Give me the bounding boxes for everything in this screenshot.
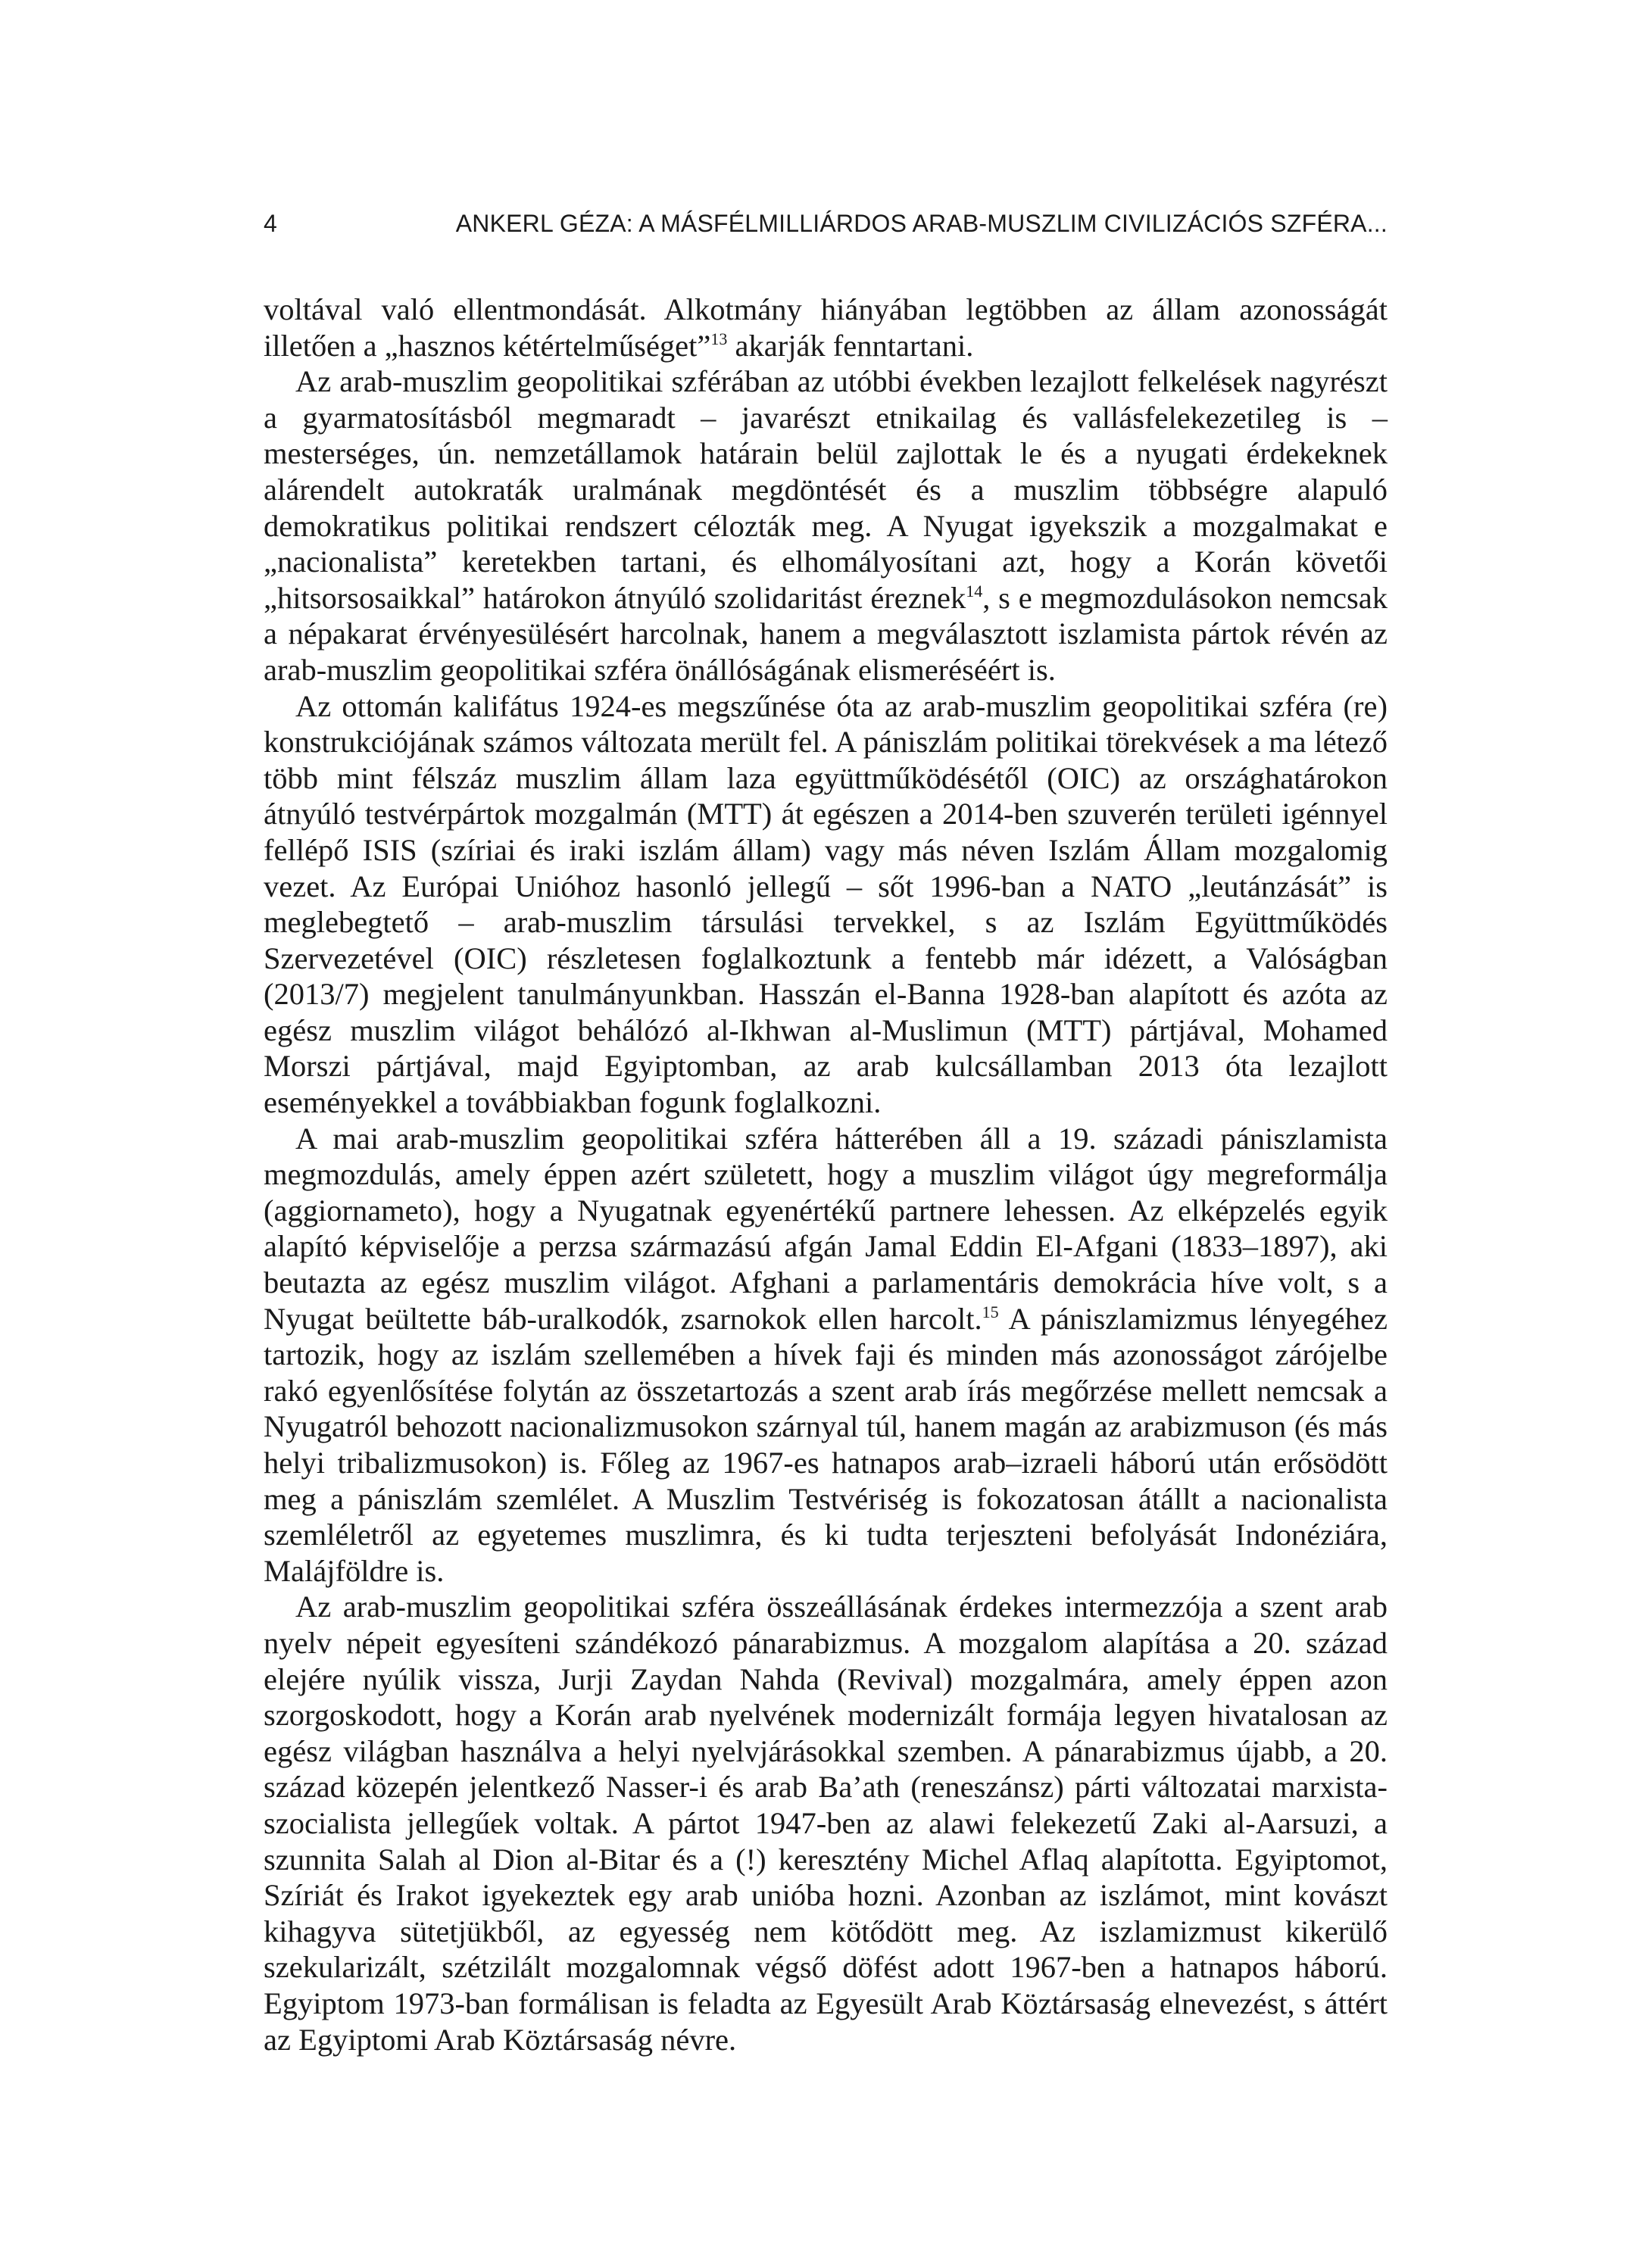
paragraph-1 — [264, 292, 1388, 363]
paragraph-4-text-b: A pániszlamizmus lényegéhez tartozik, hogy az iszlám szellemében a hívek faji és minden más azonosságot zárójelbe rakó egyenlősítése folytán az összetartozás a szent arab írás megőrzése mellett nemcsak a Nyugatról behozott nacionalizmusokon szárnyal túl, hanem magán az arabizmuson (és más helyi tribalizmusokon) is. Főleg az 1967-es hatnapos arab–izraeli háború után erősödött meg a pániszlám szemlélet. A Muszlim Testvériség is fokozatosan átállt a nacionalista szemléletről az egyetemes muszlimra, és ki tudta terjeszteni befolyását Indonéziára, Malájföldre is. — [264, 1301, 1388, 1588]
footnote-ref-15: 15 — [982, 1302, 999, 1321]
running-header — [264, 204, 1388, 242]
paragraph-4 — [264, 1121, 1388, 1589]
running-title: ANKERL GÉZA: A MÁSFÉLMILLIÁRDOS ARAB-MUSZLIM CIVILIZÁCIÓS SZFÉRA... — [455, 210, 1388, 237]
paragraph-1-text-a: voltával való ellentmondását. Alkotmány hiányában legtöbben az állam azonosságát illetően a „hasznos kétértelműséget” — [264, 292, 1388, 363]
paragraph-1-text-b: akarják fenntartani. — [727, 328, 974, 363]
footnote-ref-13: 13 — [710, 329, 728, 348]
paragraph-2-text-a: Az arab-muszlim geopolitikai szférában az utóbbi években lezajlott felkelések nagyrészt a gyarmatosításból megmaradt – javarészt etnikailag és vallásfelekezetileg is – mesterséges, ún. nemzetállamok határain belül zajlottak le és a nyugati érdekeknek alárendelt autokraták uralmának megdöntését és a muszlim többségre alapuló demokratikus politikai rendszert célozták meg. A Nyugat igyekszik a mozgalmakat e „nacionalista” keretekben tartani, és elhomályosítani azt, hogy a Korán követői „hitsorsosaikkal” határokon átnyúló szolidaritást éreznek — [264, 364, 1388, 615]
page-number: 4 — [264, 210, 277, 237]
paragraph-2-text-b: , s e megmozdulásokon nemcsak a népakarat érvényesülésért harcolnak, hanem a megválasztott iszlamista pártok révén az arab-muszlim geopolitikai szféra önállóságának elismeréséért is. — [264, 580, 1388, 687]
paragraph-2 — [264, 363, 1388, 688]
body-text — [264, 292, 1388, 2057]
paragraph-4-text-a: A mai arab-muszlim geopolitikai szféra hátterében áll a 19. századi pániszlamista megmozdulás, amely éppen azért született, hogy a muszlim világot úgy megreformálja (aggiornameto), hogy a Nyugatnak egyenértékű partnere lehessen. Az elképzelés egyik alapító képviselője a perzsa származású afgán Jamal Eddin El-Afgani (1833–1897), aki beutazta az egész muszlim világot. Afghani a parlamentáris demokrácia híve volt, s a Nyugat beültette báb-uralkodók, zsarnokok ellen harcolt. — [264, 1121, 1388, 1336]
paragraph-5: Az arab-muszlim geopolitikai szféra összeállásának érdekes intermezzója a szent arab nyelv népeit egyesíteni szándékozó pánarabizmus. A mozgalom alapítása a 20. század elejére nyúlik vissza, Jurji Zaydan Nahda (Revival) mozgalmára, amely éppen azon szorgoskodott, hogy a Korán arab nyelvének modernizált formája legyen hivatalosan az egész világban használva a helyi nyelvjárásokkal szemben. A pánarabizmus újabb, a 20. század közepén jelentkező Nasser-i és arab Ba’ath (reneszánsz) párti változatai marxista-szocialista jellegűek voltak. A pártot 1947-ben az alawi felekezetű Zaki al-Aarsuzi, a szunnita Salah al Dion al-Bitar és a (!) keresztény Michel Aflaq alapította. Egyiptomot, Szíriát és Irakot igyekeztek egy arab unióba hozni. Azonban az iszlámot, mint kovászt kihagyva sütetjükből, az egyesség nem kötődött meg. Az iszlamizmust kikerülő szekularizált, szétzilált mozgalomnak végső döfést adott 1967-ben a hatnapos háború. Egyiptom 1973-ban formálisan is feladta az Egyesült Arab Köztársaság elnevezést, s áttért az Egyiptomi Arab Köztársaság névre. — [264, 1589, 1388, 2057]
paragraph-3: Az ottomán kalifátus 1924-es megszűnése óta az arab-muszlim geopolitikai szféra (re) konstrukciójának számos változata merült fel. A pániszlám politikai törekvések a ma létező több mint félszáz muszlim állam laza együttműködésétől (OIC) az országhatárokon átnyúló testvérpártok mozgalmán (MTT) át egészen a 2014-ben szuverén területi igénnyel fellépő ISIS (szíriai és iraki iszlám állam) vagy más néven Iszlám Állam mozgalomig vezet. Az Európai Unióhoz hasonló jellegű – sőt 1996-ban a NATO „leutánzását” is meglebegtető – arab-muszlim társulási tervekkel, s az Iszlám Együttműködés Szervezetével (OIC) részletesen foglalkoztunk a fentebb már idézett, a Valóságban (2013/7) megjelent tanulmányunkban. Hasszán el-Banna 1928-ban alapított és azóta az egész muszlim világot behálózó al-Ikhwan al-Muslimun (MTT) pártjával, Mohamed Morszi pártjával, majd Egyiptomban, az arab kulcsállamban 2013 óta lezajlott eseményekkel a továbbiakban fogunk foglalkozni. — [264, 688, 1388, 1120]
footnote-ref-14: 14 — [966, 581, 983, 601]
